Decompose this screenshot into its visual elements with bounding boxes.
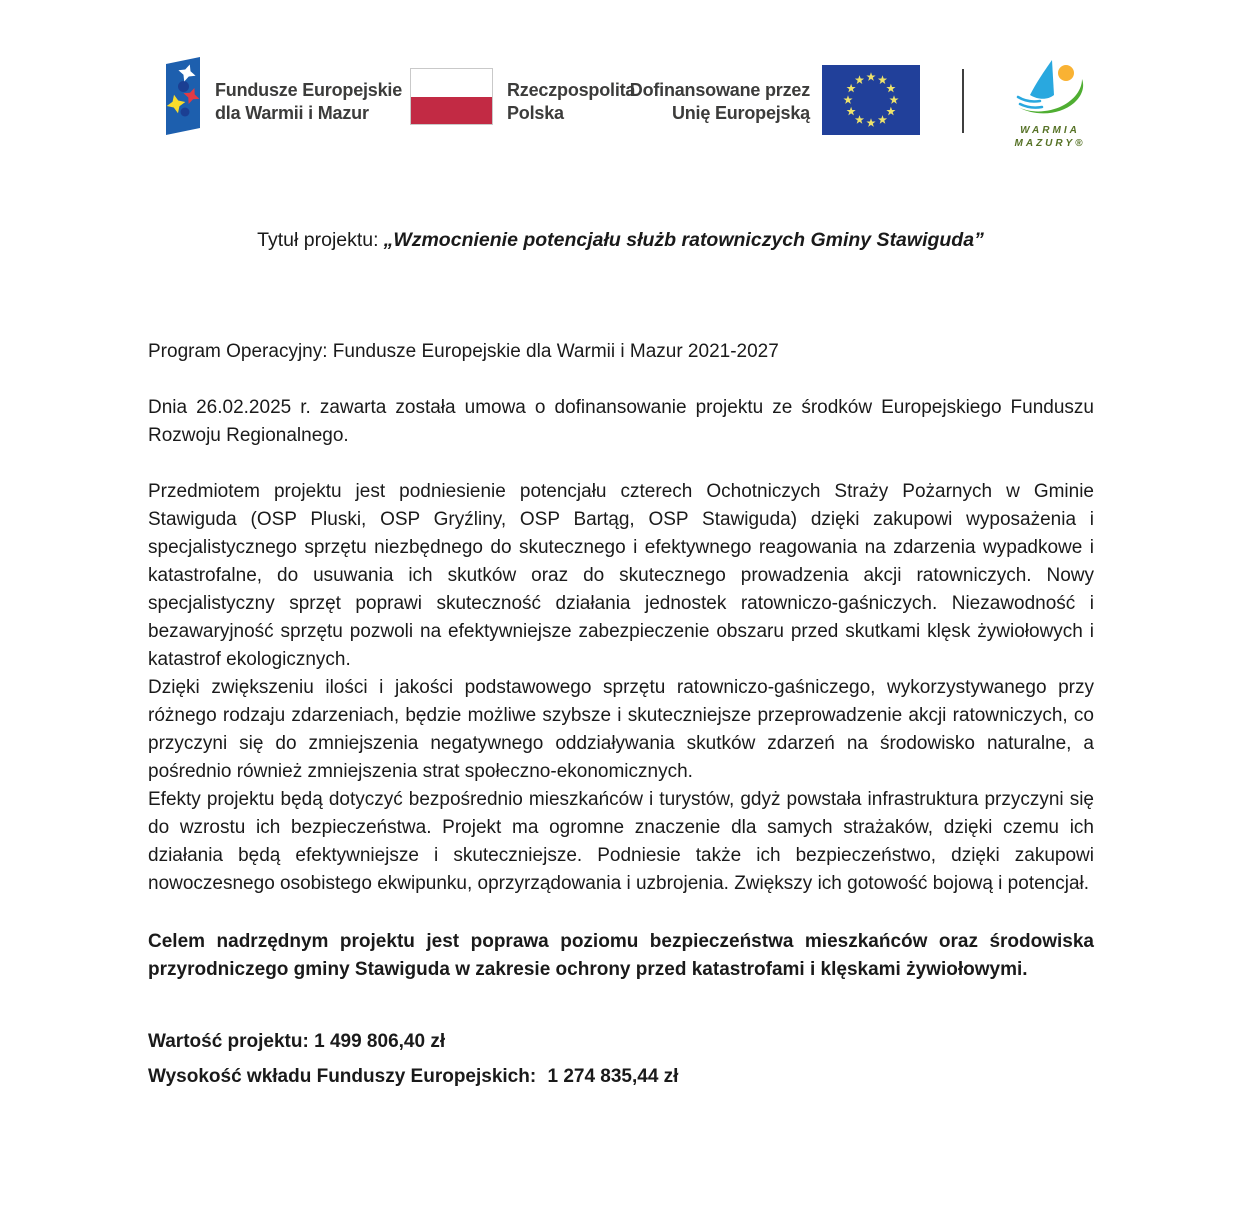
project-goal-paragraph: Celem nadrzędnym projektu jest poprawa poziomu bezpieczeństwa mieszkańców oraz środowiska przyrodniczego gminy Stawiguda w zakresie ochrony przed katastrofami i klęskami żywiołowymi. <box>148 931 1094 980</box>
eu-funds-flag-icon <box>165 57 201 142</box>
project-value-line <box>148 1028 1094 1056</box>
project-title-quoted: „Wzmocnienie potencjału służb ratowniczych Gminy Stawiguda” <box>383 229 984 251</box>
description-paragraph-1: Przedmiotem projektu jest podniesienie potencjału czterech Ochotniczych Straży Pożarnych w Gminie Stawiguda (OSP Pluski, OSP Gryźliny, OSP Bartąg, OSP Stawiguda) dzięki zakupowi wyposażenia i specjalistycznego sprzętu niezbędnego do skutecznego i efektywnego reagowania na zdarzenia wypadkowe i katastrofalne, do usuwania ich skutków oraz do skutecznego prowadzenia akcji ratowniczych. Nowy specjalistyczny sprzęt poprawi skuteczność działania jednostek ratowniczo-gaśniczych. Niezawodność i bezawaryjność sprzętu pozwoli na efektywniejsze zabezpieczenie obszaru przed skutkami klęsk żywiołowych i katastrof ekologicznych. <box>148 481 1094 670</box>
eu-cofunded-label-line2: Unię Europejską <box>671 103 810 123</box>
warmia-mazury-label-line2: MAZURY® <box>1014 138 1086 149</box>
program-line: Program Operacyjny: Fundusze Europejskie dla Warmii i Mazur 2021-2027 <box>148 341 779 362</box>
poland-flag-red-stripe <box>411 97 492 125</box>
agreement-paragraph: Dnia 26.02.2025 r. zawarta została umowa o dofinansowanie projektu ze środków Europejskiego Funduszu Rozwoju Regionalnego. <box>148 397 1094 446</box>
warmia-mazury-label-line1: WARMIA <box>1020 125 1080 136</box>
eu-cofunded-label <box>610 79 810 125</box>
eu-contribution-line <box>148 1063 1094 1091</box>
eu-contribution-amount: 1 274 835,44 zł <box>547 1066 679 1087</box>
warmia-mazury-logo-icon <box>1008 57 1092 150</box>
eu-cofunded-label-line1: Dofinansowane przez <box>629 80 810 100</box>
poland-flag-white-stripe <box>411 69 492 97</box>
project-value-label: Wartość projektu: <box>148 1031 309 1052</box>
eu-funds-logo-label-line2: dla Warmii i Mazur <box>215 103 369 123</box>
eu-funds-logo-label <box>215 79 402 125</box>
poland-logo-label-line2: Polska <box>507 103 564 123</box>
eu-flag-icon <box>822 65 920 140</box>
eu-funds-logo-label-line1: Fundusze Europejskie <box>215 80 403 100</box>
eu-contribution-label: Wysokość wkładu Funduszy Europejskich: <box>148 1066 537 1087</box>
poland-logo-label-line1: Rzeczpospolita <box>507 80 636 100</box>
description-paragraph-2: Dzięki zwiększeniu ilości i jakości podstawowego sprzętu ratowniczo-gaśniczego, wykorzystywanego przy różnego rodzaju zdarzeniach, będzie możliwe szybsze i skuteczniejsze przeprowadzenie akcji ratowniczych, co przyczyni się do zmniejszenia negatywnego oddziaływania skutków zdarzeń na środowisko naturalne, a pośrednio również zmniejszenia strat społeczno-ekonomicznych. <box>148 677 1094 782</box>
warmia-mazury-logo-label <box>1008 124 1092 150</box>
description-paragraph-3: Efekty projektu będą dotyczyć bezpośrednio mieszkańców i turystów, gdyż powstała infrastruktura przyczyni się do wzrostu ich bezpieczeństwa. Projekt ma ogromne znaczenie dla samych strażaków, dzięki czemu ich działania będą efektywniejsze i skuteczniejsze. Podniesie także ich bezpieczeństwo, dzięki zakupowi nowoczesnego osobistego ekwipunku, oprzyrządowania i uzbrojenia. Zwiększy ich gotowość bojową i potencjał. <box>148 789 1094 894</box>
document-body <box>148 338 1094 1091</box>
poland-flag-icon <box>410 68 493 125</box>
project-value-amount: 1 499 806,40 zł <box>314 1031 446 1052</box>
project-title <box>0 226 1241 254</box>
project-title-prefix: Tytuł projektu: <box>257 229 379 251</box>
header-divider <box>962 69 964 133</box>
